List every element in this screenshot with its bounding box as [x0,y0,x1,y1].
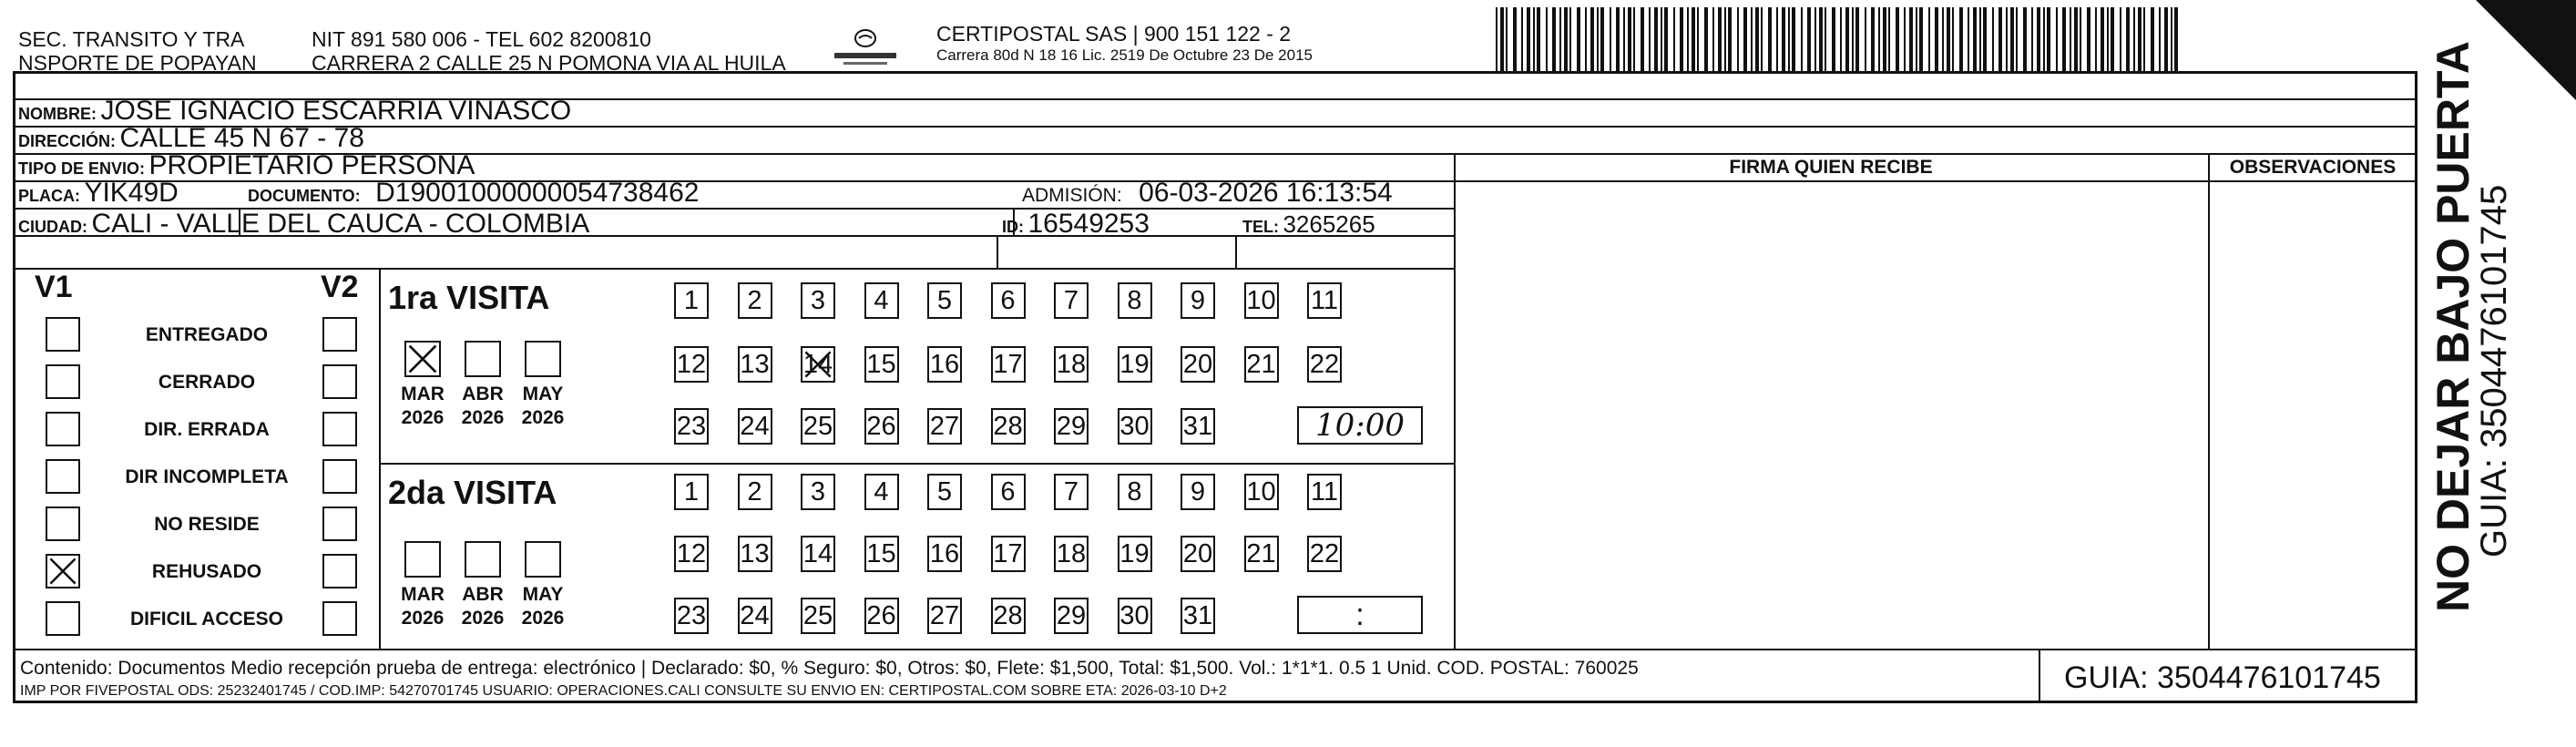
visit1-month-label [455,383,510,430]
status-label: DIR INCOMPLETA [125,466,289,487]
visit1-day-box[interactable]: 22 [1307,346,1342,383]
placa-field [18,179,179,212]
visit1-day-box[interactable]: 14 [801,346,835,383]
visit2-day-box[interactable]: 12 [674,536,709,572]
visit1-month-label [395,383,450,430]
v2-checkbox[interactable] [322,507,357,541]
visit2-day-box[interactable]: 30 [1118,598,1152,634]
visit1-title: 1ra VISITA [388,279,550,316]
visit1-day-box[interactable]: 31 [1181,408,1215,445]
visit2-title: 2da VISITA [388,474,557,511]
sender-address-line: CARRERA 2 CALLE 25 N POMONA VIA AL HUILA [312,51,786,75]
id-value: 16549253 [1027,209,1150,239]
visit1-day-box[interactable]: 18 [1054,346,1089,383]
col-divider [997,235,998,268]
col-divider [2208,153,2210,649]
month-year: 2026 [401,407,445,428]
visit1-month-checkbox[interactable] [404,341,441,377]
visit1-day-box[interactable]: 15 [864,346,899,383]
visit1-month-label [516,383,570,430]
documento-value: D19001000000054738462 [375,178,700,208]
footer-divider [13,649,2418,650]
visit1-day-box[interactable]: 2 [738,282,772,319]
visit1-day-box[interactable]: 20 [1181,346,1215,383]
firma-header: FIRMA QUIEN RECIBE [1729,157,1933,178]
visit1-day-box[interactable]: 9 [1181,282,1215,319]
visit1-day-box[interactable]: 13 [738,346,772,383]
visit1-day-box[interactable]: 23 [674,408,709,445]
col-divider [1454,153,1456,649]
month-name: MAR [401,384,445,404]
month-name: MAR [401,584,445,605]
nombre-label: NOMBRE: [18,105,97,123]
visit1-day-box[interactable]: 25 [801,408,835,445]
row-divider [13,268,1454,270]
direccion-value: CALLE 45 N 67 - 78 [119,123,364,153]
footer-contents: Contenido: Documentos Medio recepción prueba de entrega: electrónico | Declarado: $0, % Seguro: $0, Otros: $0, Flete: $1,500, Total: $1,500. Vol.: 1*1*1. 0.5 1 Unid. COD. POSTAL: 760025 [20,658,1639,679]
visit2-day-box[interactable]: 21 [1244,536,1279,572]
visit1-day-box[interactable]: 7 [1054,282,1089,319]
v2-checkbox[interactable] [322,554,357,588]
company-info [936,22,1313,66]
corner-mark [2476,0,2576,109]
id-field [1002,210,1150,243]
documento-label: DOCUMENTO: [248,187,361,205]
visit-divider [379,463,1454,465]
v2-checkbox[interactable] [322,601,357,636]
v1-checkbox[interactable] [46,364,80,399]
month-name: MAY [522,584,564,605]
visit2-day-box[interactable]: 15 [864,536,899,572]
visit2-day-box[interactable]: 17 [991,536,1026,572]
visit2-month-checkbox[interactable] [465,541,501,578]
visit1-month-checkbox[interactable] [465,341,501,377]
v1-checkbox[interactable] [46,601,80,636]
visit2-month-checkbox[interactable] [404,541,441,578]
barcode [1494,7,2186,71]
visit2-month-label [516,583,570,630]
certipostal-logo [829,26,902,71]
footer-guia: GUIA: 3504476101745 [2064,660,2381,695]
month-year: 2026 [521,407,565,428]
month-name: MAY [522,384,564,404]
visit1-day-box[interactable]: 3 [801,282,835,319]
tel-label: TEL: [1242,218,1279,236]
visit2-time[interactable]: : [1297,596,1423,634]
placa-value: YIK49D [84,178,179,208]
visit1-day-box[interactable]: 11 [1307,282,1342,319]
direccion-label: DIRECCIÓN: [18,132,116,150]
col-divider [379,268,381,649]
tel-value: 3265265 [1283,210,1375,238]
tipo-envio-label: TIPO DE ENVIO: [18,159,146,178]
visit2-day-box[interactable]: 11 [1307,474,1342,510]
admision-label: ADMISIÓN: [1022,185,1122,206]
visit1-day-box[interactable]: 30 [1118,408,1152,445]
sender-org-line2: NSPORTE DE POPAYAN [18,51,257,75]
visit2-day-box[interactable]: 31 [1181,598,1215,634]
month-year: 2026 [401,608,445,629]
visit2-day-box[interactable]: 8 [1118,474,1152,510]
visit1-day-box[interactable]: 6 [991,282,1026,319]
visit2-day-box[interactable]: 4 [864,474,899,510]
v1-checkbox[interactable] [46,507,80,541]
visit1-day-box[interactable]: 27 [927,408,962,445]
v2-checkbox[interactable] [322,459,357,494]
v2-header: V2 [321,270,359,304]
status-label: CERRADO [158,372,256,393]
admision-field [1022,179,1393,212]
admision-value: 06-03-2026 16:13:54 [1139,178,1393,208]
tipo-envio-value: PROPIETARIO PERSONA [148,150,475,180]
visit2-day-box[interactable]: 5 [927,474,962,510]
sender-org-line1: SEC. TRANSITO Y TRA [18,27,245,51]
visit2-day-box[interactable]: 27 [927,598,962,634]
sender-org [18,27,257,75]
status-label: DIFICIL ACCESO [129,609,283,629]
visit2-day-box[interactable]: 13 [738,536,772,572]
visit1-month-checkbox[interactable] [525,341,561,377]
visit2-day-box[interactable]: 22 [1307,536,1342,572]
company-line: CERTIPOSTAL SAS | 900 151 122 - 2 [936,22,1292,46]
row-divider [2208,180,2418,182]
visit2-day-box[interactable]: 2 [738,474,772,510]
visit2-day-box[interactable]: 18 [1054,536,1089,572]
visit1-day-box[interactable]: 4 [864,282,899,319]
documento-field [248,179,699,212]
license-line: Carrera 80d N 18 16 Lic. 2519 De Octubre 23 De 2015 [936,46,1313,64]
month-name: ABR [462,584,504,605]
ciudad-value: CALI - VALLE DEL CAUCA - COLOMBIA [91,209,590,239]
observaciones-header: OBSERVACIONES [2229,157,2397,178]
visit2-day-box[interactable]: 23 [674,598,709,634]
sender-contact [312,27,786,75]
visit2-day-box[interactable]: 3 [801,474,835,510]
v1-header: V1 [35,270,73,304]
visit1-day-box[interactable]: 10 [1244,282,1279,319]
visit1-day-box[interactable]: 21 [1244,346,1279,383]
v1-checkbox[interactable] [46,554,80,588]
visit2-day-box[interactable]: 9 [1181,474,1215,510]
status-label: DIR. ERRADA [144,419,270,440]
ciudad-field [18,210,589,243]
v2-checkbox[interactable] [322,412,357,446]
visit2-day-box[interactable]: 28 [991,598,1026,634]
visit2-day-box[interactable]: 26 [864,598,899,634]
month-year: 2026 [461,407,505,428]
nombre-value: JOSE IGNACIO ESCARRIA VINASCO [100,96,572,126]
visit1-time[interactable]: 10:00 [1297,406,1423,445]
status-label: REHUSADO [151,561,262,582]
visit2-day-box[interactable]: 7 [1054,474,1089,510]
visit1-day-box[interactable]: 1 [674,282,709,319]
visit2-day-box[interactable]: 1 [674,474,709,510]
month-year: 2026 [521,608,565,629]
month-year: 2026 [461,608,505,629]
v1-checkbox[interactable] [46,317,80,352]
visit1-day-box[interactable]: 5 [927,282,962,319]
v1-checkbox[interactable] [46,412,80,446]
visit2-day-box[interactable]: 14 [801,536,835,572]
v2-checkbox[interactable] [322,364,357,399]
side-warning: NO DEJAR BAJO PUERTA [2428,41,2479,612]
visit1-day-box[interactable]: 19 [1118,346,1152,383]
footer-print-info: IMP POR FIVEPOSTAL ODS: 25232401745 / COD.IMP: 54270701745 USUARIO: OPERACIONES.CALI CONSULTE SU ENVIO EN: CERTIPOSTAL.COM SOBRE ETA: 2026-03-10 D+2 [20,683,1227,699]
visit2-month-label [395,583,450,630]
visit1-day-box[interactable]: 8 [1118,282,1152,319]
row-divider [1454,180,2208,182]
visit1-day-box[interactable]: 12 [674,346,709,383]
visit2-day-box[interactable]: 29 [1054,598,1089,634]
col-divider [2039,649,2040,703]
visit2-month-label [455,583,510,630]
visit2-day-box[interactable]: 20 [1181,536,1215,572]
visit2-day-box[interactable]: 25 [801,598,835,634]
visit2-day-box[interactable]: 19 [1118,536,1152,572]
id-label: ID: [1002,218,1024,236]
status-label: ENTREGADO [145,324,269,345]
ciudad-label: CIUDAD: [18,218,87,236]
visit1-day-box[interactable]: 24 [738,408,772,445]
visit1-day-box[interactable]: 29 [1054,408,1089,445]
visit2-month-checkbox[interactable] [525,541,561,578]
side-guia: GUIA: 3504476101745 [2474,184,2514,558]
placa-label: PLACA: [18,187,80,205]
tel-field [1242,210,1375,243]
nit-line: NIT 891 580 006 - TEL 602 8200810 [312,27,651,51]
visit1-day-box[interactable]: 28 [991,408,1026,445]
visit1-day-box[interactable]: 17 [991,346,1026,383]
col-divider [1235,235,1237,268]
visit2-day-box[interactable]: 16 [927,536,962,572]
status-label: NO RESIDE [154,514,260,535]
visit1-day-box[interactable]: 16 [927,346,962,383]
visit1-day-box[interactable]: 26 [864,408,899,445]
visit2-day-box[interactable]: 10 [1244,474,1279,510]
visit2-day-box[interactable]: 24 [738,598,772,634]
month-name: ABR [462,384,504,404]
visit2-day-box[interactable]: 6 [991,474,1026,510]
v2-checkbox[interactable] [322,317,357,352]
v1-checkbox[interactable] [46,459,80,494]
